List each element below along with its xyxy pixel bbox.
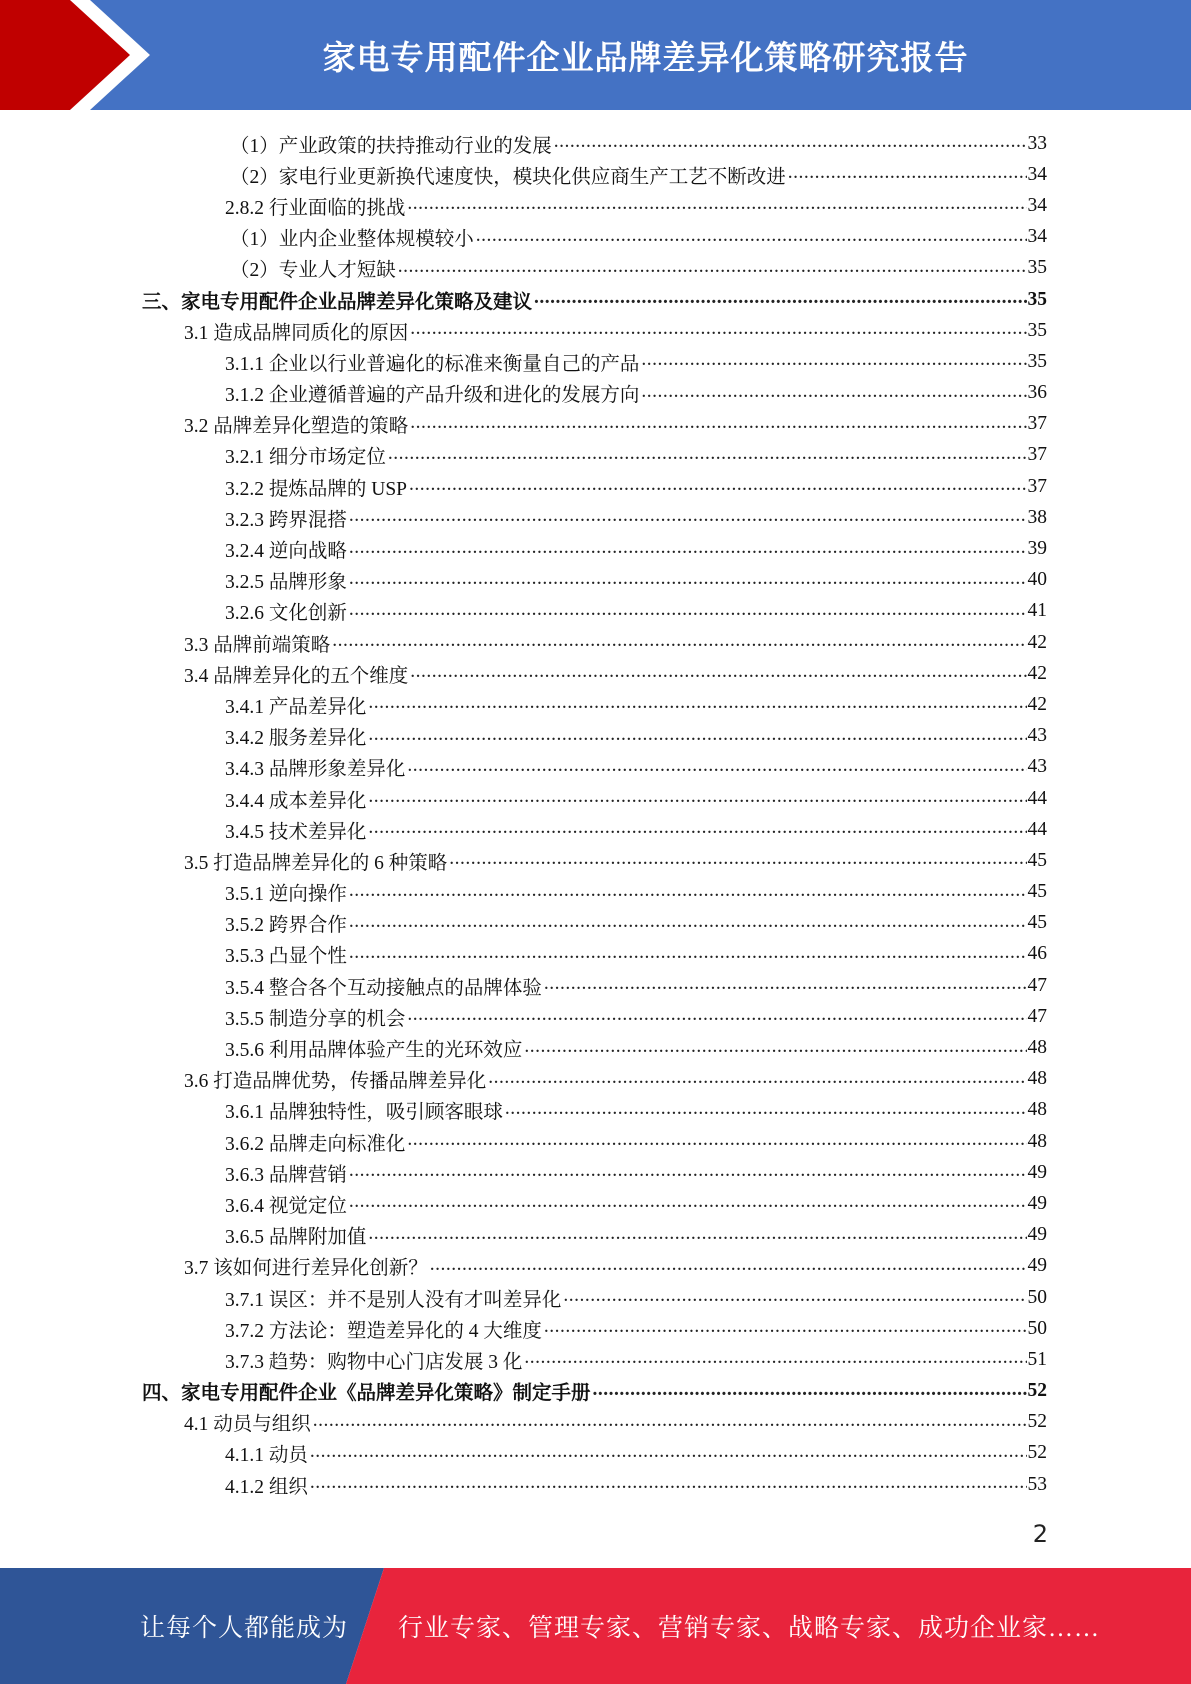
toc-entry-page: 47 <box>1027 974 1047 996</box>
toc-entry-page: 35 <box>1027 319 1047 341</box>
toc-dot-leader <box>407 1001 1026 1032</box>
toc-dot-leader <box>398 253 1027 284</box>
toc-dot-leader <box>407 1126 1026 1157</box>
toc-dot-leader <box>488 1064 1026 1095</box>
toc-entry-page: 45 <box>1027 849 1047 871</box>
toc-entry-page: 52 <box>1027 1411 1047 1433</box>
toc-dot-leader <box>449 845 1026 876</box>
toc-dot-leader <box>593 1376 1027 1407</box>
toc-entry[interactable] <box>0 1251 1191 1282</box>
toc-entry-page: 47 <box>1027 1005 1047 1027</box>
toc-entry[interactable] <box>0 721 1191 752</box>
toc-dot-leader <box>310 1438 1027 1469</box>
toc-entry-label: 3.4 品牌差异化的五个维度 <box>184 665 409 687</box>
toc-entry-label: 3.4.1 产品差异化 <box>225 696 367 718</box>
toc-dot-leader <box>641 346 1026 377</box>
toc-dot-leader <box>554 128 1027 159</box>
toc-entry-label: 3.2.5 品牌形象 <box>225 572 347 594</box>
toc-entry-page: 42 <box>1027 662 1047 684</box>
toc-dot-leader <box>534 284 1026 315</box>
toc-entry-label: 3.2 品牌差异化塑造的策略 <box>184 416 409 438</box>
toc-entry[interactable] <box>0 1220 1191 1251</box>
toc-entry-page: 43 <box>1027 756 1047 778</box>
toc-dot-leader <box>368 783 1026 814</box>
toc-entry-label: 3.4.5 技术差异化 <box>225 821 367 843</box>
toc-entry[interactable] <box>0 1095 1191 1126</box>
footer-slogan-left: 让每个人都能成为 <box>140 1615 349 1642</box>
toc-entry-page: 39 <box>1027 538 1047 560</box>
toc-dot-leader <box>310 1469 1027 1500</box>
toc-entry[interactable] <box>0 814 1191 845</box>
toc-entry-page: 35 <box>1027 257 1047 279</box>
toc-entry-label: 3.5.1 逆向操作 <box>225 884 347 906</box>
toc-entry[interactable] <box>0 1376 1191 1407</box>
toc-entry-page: 51 <box>1027 1348 1047 1370</box>
toc-dot-leader <box>368 689 1026 720</box>
toc-entry-page: 36 <box>1027 382 1047 404</box>
toc-entry[interactable] <box>0 284 1191 315</box>
toc-entry[interactable] <box>0 346 1191 377</box>
toc-entry[interactable] <box>0 1282 1191 1313</box>
toc-entry-page: 53 <box>1027 1473 1047 1495</box>
toc-entry-label: 3.6.3 品牌营销 <box>225 1164 347 1186</box>
toc-entry[interactable] <box>0 1032 1191 1063</box>
toc-entry-label: 2.8.2 行业面临的挑战 <box>225 197 406 219</box>
toc-entry-page: 42 <box>1027 631 1047 653</box>
toc-entry[interactable] <box>0 409 1191 440</box>
toc-entry-page: 35 <box>1027 288 1047 310</box>
toc-entry-page: 49 <box>1027 1255 1047 1277</box>
page-header <box>0 0 1191 110</box>
toc-entry-label: 3.5.6 利用品牌体验产生的光环效应 <box>225 1040 523 1062</box>
toc-entry-page: 50 <box>1027 1317 1047 1339</box>
toc-entry[interactable] <box>0 190 1191 221</box>
toc-dot-leader <box>410 409 1026 440</box>
toc-entry-label: 3.7.2 方法论：塑造差异化的 4 大维度 <box>225 1320 542 1342</box>
toc-entry[interactable] <box>0 1188 1191 1219</box>
toc-entry[interactable] <box>0 533 1191 564</box>
toc-dot-leader <box>349 877 1027 908</box>
toc-entry-page: 44 <box>1027 787 1047 809</box>
toc-dot-leader <box>788 159 1027 190</box>
toc-entry[interactable] <box>0 658 1191 689</box>
toc-entry-label: 3.6 打造品牌优势，传播品牌差异化 <box>184 1071 487 1093</box>
toc-entry-label: 3.1.2 企业遵循普遍的产品升级和进化的发展方向 <box>225 385 640 407</box>
toc-dot-leader <box>524 1344 1026 1375</box>
toc-entry-page: 37 <box>1027 444 1047 466</box>
toc-entry[interactable] <box>0 315 1191 346</box>
toc-entry[interactable] <box>0 1157 1191 1188</box>
toc-dot-leader <box>430 1251 1027 1282</box>
toc-entry[interactable] <box>0 128 1191 159</box>
toc-dot-leader <box>349 502 1027 533</box>
toc-entry[interactable] <box>0 253 1191 284</box>
toc-entry-label: （1）业内企业整体规模较小 <box>230 229 474 251</box>
toc-entry[interactable] <box>0 565 1191 596</box>
toc-entry-label: 3.6.2 品牌走向标准化 <box>225 1133 406 1155</box>
toc-entry-label: 3.7 该如何进行差异化创新？ <box>184 1258 428 1280</box>
toc-entry[interactable] <box>0 908 1191 939</box>
toc-entry[interactable] <box>0 627 1191 658</box>
toc-entry-page: 49 <box>1027 1192 1047 1214</box>
toc-dot-leader <box>410 658 1026 689</box>
toc-dot-leader <box>410 315 1026 346</box>
page-footer <box>0 1568 1191 1684</box>
table-of-contents <box>0 128 1191 1500</box>
toc-entry-page: 34 <box>1027 163 1047 185</box>
toc-entry-label: 3.3 品牌前端策略 <box>184 634 331 656</box>
toc-entry-label: 3.6.4 视觉定位 <box>225 1195 347 1217</box>
toc-entry[interactable] <box>0 378 1191 409</box>
toc-entry-page: 48 <box>1027 1130 1047 1152</box>
toc-entry[interactable] <box>0 1064 1191 1095</box>
toc-entry-label: 4.1 动员与组织 <box>184 1414 311 1436</box>
toc-dot-leader <box>368 814 1026 845</box>
page-number: 2 <box>1032 1520 1048 1548</box>
toc-entry[interactable] <box>0 1438 1191 1469</box>
toc-entry-page: 42 <box>1027 693 1047 715</box>
toc-entry[interactable] <box>0 939 1191 970</box>
toc-entry-label: 四、家电专用配件企业《品牌差异化策略》制定手册 <box>142 1383 591 1405</box>
toc-entry-label: 3.2.3 跨界混搭 <box>225 509 347 531</box>
toc-dot-leader <box>368 1220 1026 1251</box>
toc-entry-label: 3.2.4 逆向战略 <box>225 541 347 563</box>
toc-entry[interactable] <box>0 877 1191 908</box>
toc-dot-leader <box>544 1313 1027 1344</box>
toc-entry-label: 3.1.1 企业以行业普遍化的标准来衡量自己的产品 <box>225 353 640 375</box>
toc-dot-leader <box>332 627 1026 658</box>
toc-entry-label: 3.7.3 趋势：购物中心门店发展 3 化 <box>225 1351 523 1373</box>
toc-entry-label: 3.1 造成品牌同质化的原因 <box>184 322 409 344</box>
toc-dot-leader <box>349 939 1027 970</box>
toc-entry-label: 3.5 打造品牌差异化的 6 种策略 <box>184 852 448 874</box>
toc-dot-leader <box>407 752 1026 783</box>
toc-entry-label: 3.5.2 跨界合作 <box>225 915 347 937</box>
toc-dot-leader <box>349 908 1027 939</box>
toc-dot-leader <box>349 534 1027 565</box>
toc-entry-label: 3.5.3 凸显个性 <box>225 946 347 968</box>
toc-entry-page: 50 <box>1027 1286 1047 1308</box>
toc-entry[interactable] <box>0 970 1191 1001</box>
toc-dot-leader <box>409 471 1026 502</box>
toc-dot-leader <box>349 565 1027 596</box>
toc-entry-label: 3.7.1 误区：并不是别人没有才叫差异化 <box>225 1289 562 1311</box>
toc-entry[interactable] <box>0 752 1191 783</box>
toc-dot-leader <box>544 970 1027 1001</box>
toc-entry[interactable] <box>0 689 1191 720</box>
toc-entry-page: 52 <box>1027 1442 1047 1464</box>
toc-entry-page: 43 <box>1027 725 1047 747</box>
toc-entry[interactable] <box>0 440 1191 471</box>
toc-entry-label: 3.4.4 成本差异化 <box>225 790 367 812</box>
toc-dot-leader <box>476 222 1027 253</box>
toc-entry[interactable] <box>0 845 1191 876</box>
toc-entry[interactable] <box>0 783 1191 814</box>
toc-entry-page: 41 <box>1027 600 1047 622</box>
toc-entry-label: 3.4.2 服务差异化 <box>225 728 367 750</box>
toc-entry-page: 48 <box>1027 1099 1047 1121</box>
toc-dot-leader <box>524 1033 1026 1064</box>
toc-entry-page: 49 <box>1027 1224 1047 1246</box>
toc-entry-label: 3.2.6 文化创新 <box>225 603 347 625</box>
toc-dot-leader <box>505 1095 1027 1126</box>
toc-entry-page: 33 <box>1027 132 1047 154</box>
toc-entry-label: 4.1.2 组织 <box>225 1476 308 1498</box>
toc-entry[interactable] <box>0 1126 1191 1157</box>
toc-entry-page: 44 <box>1027 818 1047 840</box>
toc-dot-leader <box>368 721 1026 752</box>
toc-entry[interactable] <box>0 1344 1191 1375</box>
toc-entry-page: 37 <box>1027 475 1047 497</box>
toc-entry[interactable] <box>0 222 1191 253</box>
toc-entry-label: 三、家电专用配件企业品牌差异化策略及建议 <box>142 291 533 313</box>
footer-slogan-right: 行业专家、管理专家、营销专家、战略专家、成功企业家…… <box>398 1615 1101 1642</box>
toc-dot-leader <box>349 1188 1027 1219</box>
toc-entry-page: 38 <box>1027 506 1047 528</box>
toc-entry-label: 3.2.2 提炼品牌的 USP <box>225 478 408 500</box>
toc-dot-leader <box>407 190 1026 221</box>
toc-entry-label: 3.5.4 整合各个互动接触点的品牌体验 <box>225 977 542 999</box>
toc-entry-label: （2）家电行业更新换代速度快，模块化供应商生产工艺不断改进 <box>230 166 786 188</box>
toc-entry-label: 4.1.1 动员 <box>225 1445 308 1467</box>
toc-entry-label: （2）专业人才短缺 <box>230 260 396 282</box>
toc-dot-leader <box>641 378 1026 409</box>
toc-entry[interactable] <box>0 502 1191 533</box>
toc-dot-leader <box>563 1282 1026 1313</box>
toc-entry[interactable] <box>0 471 1191 502</box>
toc-entry-page: 37 <box>1027 413 1047 435</box>
report-title: 家电专用配件企业品牌差异化策略研究报告 <box>322 37 969 77</box>
toc-entry-label: （1）产业政策的扶持推动行业的发展 <box>230 135 552 157</box>
toc-entry-label: 3.4.3 品牌形象差异化 <box>225 759 406 781</box>
toc-entry-page: 40 <box>1027 569 1047 591</box>
toc-entry-page: 45 <box>1027 912 1047 934</box>
toc-entry-page: 34 <box>1027 226 1047 248</box>
toc-entry[interactable] <box>0 1407 1191 1438</box>
toc-entry-page: 52 <box>1027 1380 1047 1402</box>
toc-dot-leader <box>349 596 1027 627</box>
toc-entry[interactable] <box>0 1313 1191 1344</box>
toc-entry[interactable] <box>0 159 1191 190</box>
toc-dot-leader <box>313 1407 1027 1438</box>
toc-dot-leader <box>349 1157 1027 1188</box>
toc-entry-page: 35 <box>1027 350 1047 372</box>
toc-entry-label: 3.5.5 制造分享的机会 <box>225 1008 406 1030</box>
toc-entry-page: 48 <box>1027 1037 1047 1059</box>
toc-entry-page: 48 <box>1027 1068 1047 1090</box>
toc-entry-page: 49 <box>1027 1161 1047 1183</box>
toc-entry-label: 3.2.1 细分市场定位 <box>225 447 386 469</box>
toc-dot-leader <box>388 440 1027 471</box>
toc-entry-label: 3.6.5 品牌附加值 <box>225 1227 367 1249</box>
toc-entry-page: 45 <box>1027 881 1047 903</box>
toc-entry[interactable] <box>0 596 1191 627</box>
toc-entry-page: 46 <box>1027 943 1047 965</box>
toc-entry[interactable] <box>0 1001 1191 1032</box>
toc-entry[interactable] <box>0 1469 1191 1500</box>
toc-entry-page: 34 <box>1027 194 1047 216</box>
toc-entry-label: 3.6.1 品牌独特性，吸引顾客眼球 <box>225 1102 503 1124</box>
